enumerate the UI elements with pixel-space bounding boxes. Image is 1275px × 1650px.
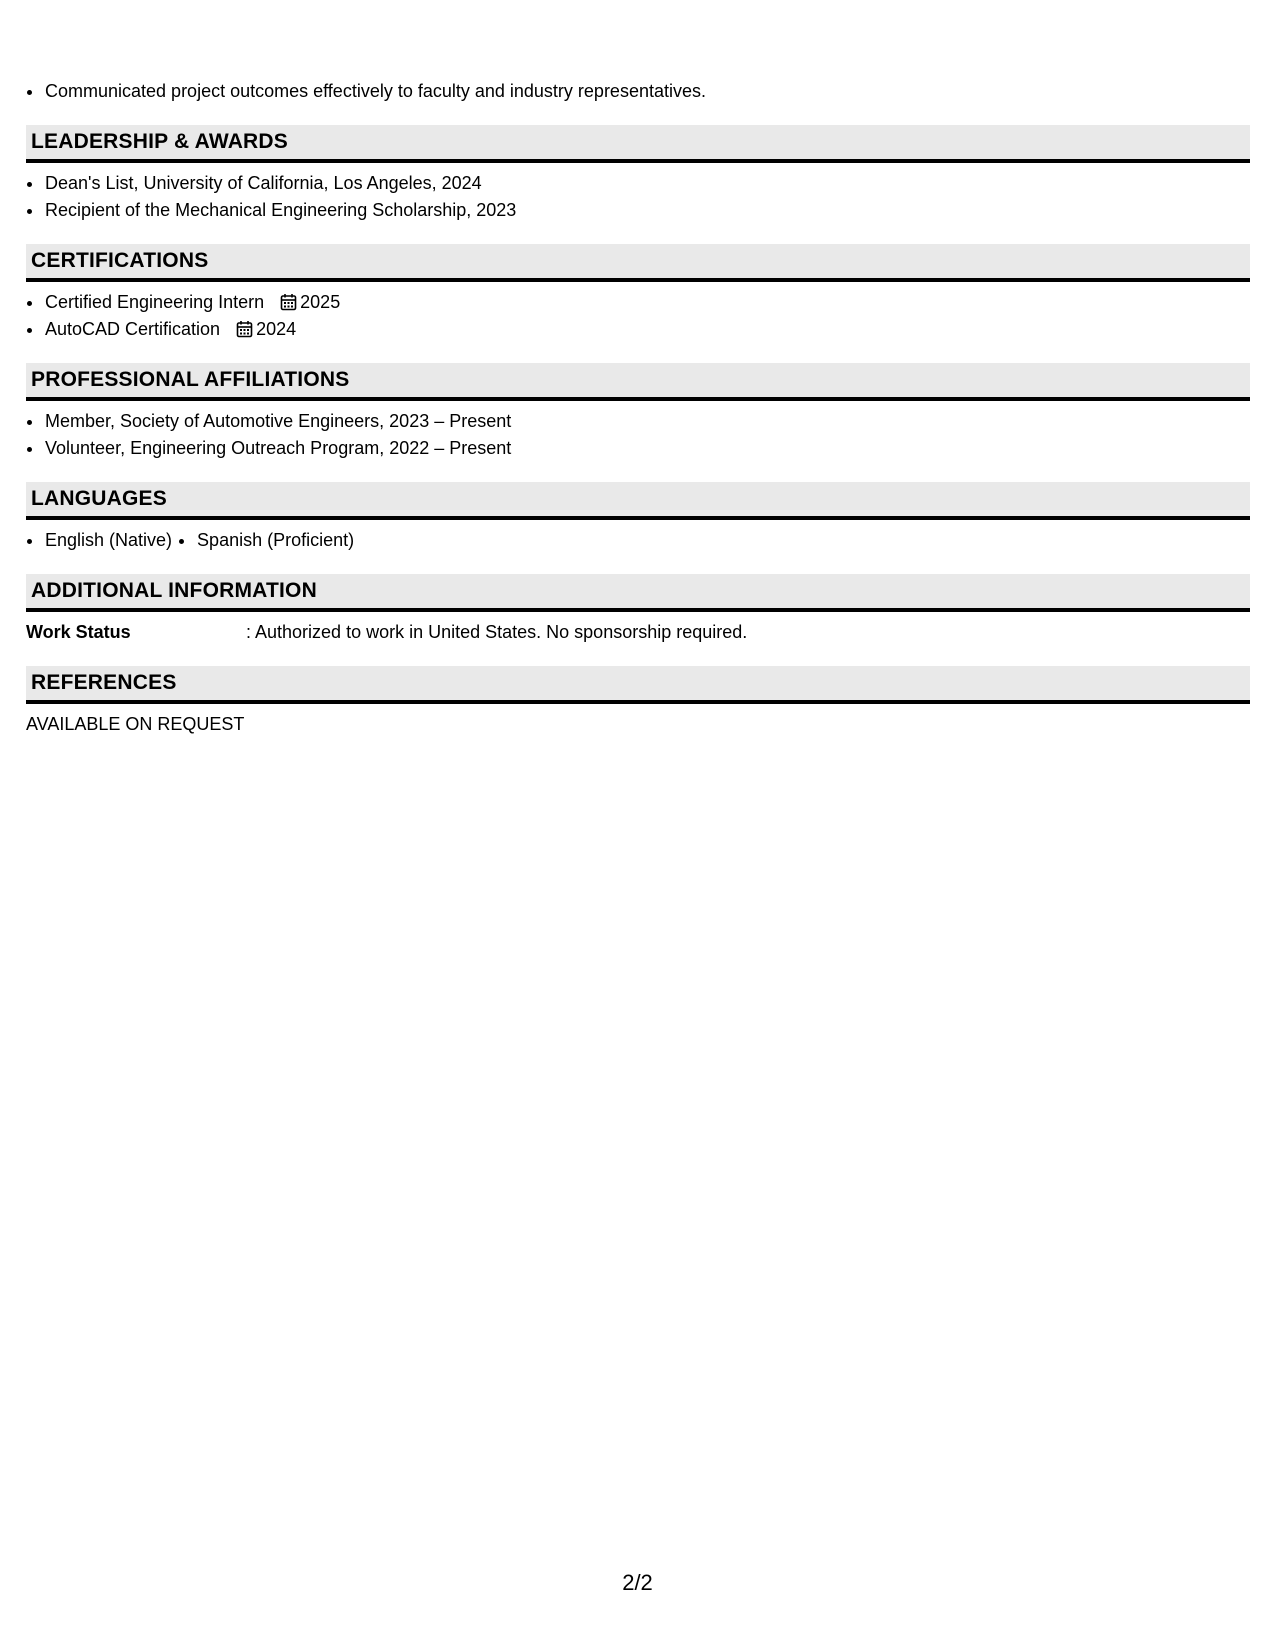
leadership-list	[26, 170, 1250, 224]
list-item: • Dean's List, University of California, Los Angeles, 2024	[44, 170, 1250, 197]
list-item	[44, 289, 1250, 316]
work-status-label: Work Status	[26, 622, 131, 642]
section-header	[26, 125, 1250, 163]
section-title: LEADERSHIP & AWARDS	[31, 130, 288, 153]
certifications-list	[26, 289, 1250, 343]
section-header	[26, 574, 1250, 612]
affiliations-section	[26, 363, 1250, 462]
calendar-icon	[236, 320, 253, 338]
leadership-section	[26, 125, 1250, 224]
certification-year: 2025	[300, 292, 341, 312]
list-item: • Communicated project outcomes effectively to faculty and industry representatives.	[44, 78, 1250, 105]
section-title: CERTIFICATIONS	[31, 249, 209, 272]
section-title: PROFESSIONAL AFFILIATIONS	[31, 368, 350, 391]
certifications-section	[26, 244, 1250, 343]
work-status-value: : Authorized to work in United States. No sponsorship required.	[246, 622, 748, 642]
section-title: REFERENCES	[31, 671, 177, 694]
certification-name: Certified Engineering Intern	[45, 292, 265, 312]
page-number: 2/2	[622, 1570, 653, 1595]
section-header	[26, 244, 1250, 282]
affiliations-list	[26, 408, 1250, 462]
list-item: • Member, Society of Automotive Engineers, 2023 – Present	[44, 408, 1250, 435]
list-item: • Volunteer, Engineering Outreach Program, 2022 – Present	[44, 435, 1250, 462]
section-title: ADDITIONAL INFORMATION	[31, 579, 317, 602]
section-header	[26, 666, 1250, 704]
certification-name: AutoCAD Certification	[45, 319, 221, 339]
list-item: • Recipient of the Mechanical Engineering Scholarship, 2023	[44, 197, 1250, 224]
section-title: LANGUAGES	[31, 487, 167, 510]
languages-section	[26, 482, 1250, 554]
certification-year: 2024	[256, 319, 297, 339]
language-item: • English (Native)	[44, 527, 172, 554]
section-header	[26, 363, 1250, 401]
resume-page	[26, 78, 1250, 738]
work-status-row	[26, 619, 1250, 646]
languages-list	[26, 527, 1250, 554]
continued-bullet-list	[26, 78, 1250, 105]
references-text: AVAILABLE ON REQUEST	[26, 714, 245, 734]
section-header	[26, 482, 1250, 520]
references-section	[26, 666, 1250, 738]
list-item	[44, 316, 1250, 343]
language-item: • Spanish (Proficient)	[196, 527, 354, 554]
additional-info-section	[26, 574, 1250, 646]
calendar-icon	[280, 293, 297, 311]
